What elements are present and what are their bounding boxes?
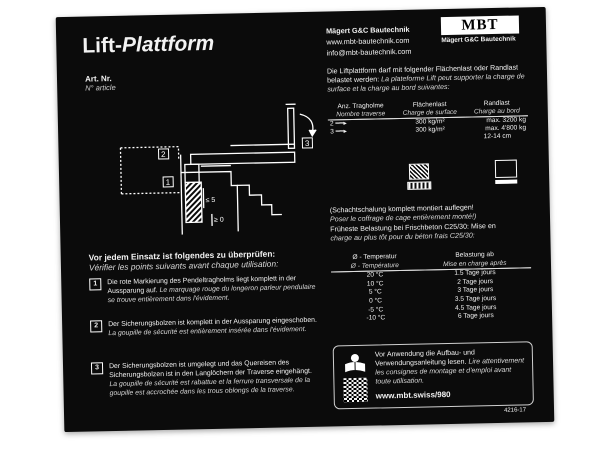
check-item-1: 1 Die rote Markierung des Pendeltragholms liegt komplett in der Aussparung auf. Le marquage rouge du longeron parleur pendulaire se trouve entièrement dans l'évidement. xyxy=(89,274,319,279)
load-row: 3 ━━▸ 300 kg/m² max. 4'800 kg xyxy=(330,124,527,136)
load-col-surface: Flächenlast Charge de surface xyxy=(393,101,466,119)
load-icons xyxy=(399,155,540,198)
article-number: Art. Nr. N° article xyxy=(84,74,116,93)
platform-diagram xyxy=(80,100,323,245)
load-row-gap: 12-14 cm xyxy=(483,132,512,141)
document-code: 4216-17 xyxy=(503,407,527,414)
table-row: 10 °C 2 Tage jours xyxy=(366,277,494,288)
table-row: 0 °C 3.5 Tage jours xyxy=(369,294,497,305)
check-item-2: 2 Der Sicherungsbolzen ist komplett in der Aussparung eingeschoben. La goupille de sécurité est entièrement insérée dans l'évidement. xyxy=(90,316,320,321)
table-row: -10 °C 6 Tage jours xyxy=(366,312,494,322)
check-number: 2 xyxy=(90,320,102,332)
load-row: 2 ━━▸ 300 kg/m² max. 3200 kg xyxy=(329,116,527,128)
lift-platform-label-plate xyxy=(56,7,555,432)
manual-note: Vor Anwendung die Aufbau- und Verwendungsanleitung lesen. Lire attentivement les consignes de montage et d'emploi avant toute utilisation. xyxy=(374,349,525,386)
surface-load-icon xyxy=(409,163,429,179)
load-after-col-header: Belastung ab Mise en charge après xyxy=(418,250,531,270)
table-row: 5 °C 3 Tage jours xyxy=(368,286,494,297)
check-item-3: 3 Der Sicherungsbolzen ist umgelegt und das Quereisen des Sicherungsbolzen ist in den Langlöchern der Traverse eingehängt. La goupille de sécurité est rabattue et la ferrure transversale de la goupille est accrochée dans les trous oblongs de la traverse. xyxy=(91,358,321,363)
load-col-count: Anz. Tragholme Nombre traverse xyxy=(328,102,394,120)
surface-support-icon xyxy=(407,181,431,190)
edge-load-icon xyxy=(495,160,517,178)
diagram-dim-max: ≤ 5 xyxy=(205,196,216,205)
company-email: info@mbt-bautechnik.com xyxy=(326,46,412,58)
load-table xyxy=(328,99,529,144)
read-manual-icon xyxy=(343,352,367,374)
logo-subtitle: Mägert G&C Bautechnik xyxy=(441,35,516,45)
mbt-logo: MBT xyxy=(441,15,519,35)
check-number: 1 xyxy=(89,278,101,290)
diagram-label-1: 1 xyxy=(165,177,171,187)
diagram-label-2: 2 xyxy=(161,149,166,159)
check-number: 3 xyxy=(91,362,103,374)
shaft-note: (Schachtschalung komplett montiert auflegen! Poser le coffrage de cage entièrement monté!) xyxy=(329,203,477,224)
diagram-label-3: 3 xyxy=(304,138,310,148)
temperature-table xyxy=(331,250,532,324)
manual-url-link[interactable]: www.mbt.swiss/980 xyxy=(375,389,451,401)
qr-code-icon[interactable] xyxy=(343,378,367,402)
temp-col-header: Ø - Temperatur Ø - Température xyxy=(331,253,419,273)
table-row: -5 °C 4.5 Tage jours xyxy=(368,303,497,314)
load-intro: Die Liftplattform darf mit folgender Flächenlast oder Randlast belastet werden: La plateforme Lift peut supporter la charge de surface et la charge au bord suivantes: xyxy=(326,63,525,94)
company-website: www.mbt-bautechnik.com xyxy=(326,35,410,47)
edge-support-icon xyxy=(495,180,517,184)
checks-heading: Vor jedem Einsatz ist folgendes zu überprüfen: Vérifier les points suivants avant chaque utilisation: xyxy=(88,248,279,273)
table-row: 20 °C 1.5 Tage jours xyxy=(366,269,496,279)
concrete-note: Früheste Belastung bei Frischbeton C25/30: Mise en charge au plus tôt pour du béton frais C25/30: xyxy=(330,222,496,243)
page-title: Lift-Plattform xyxy=(82,31,215,58)
load-col-edge: Randlast Charge au bord xyxy=(466,99,528,117)
company-info: Mägert G&C Bautechnik www.mbt-bautechnik.com info@mbt-bautechnik.com xyxy=(325,24,412,58)
diagram-dim-min: ≥ 0 xyxy=(213,216,224,224)
